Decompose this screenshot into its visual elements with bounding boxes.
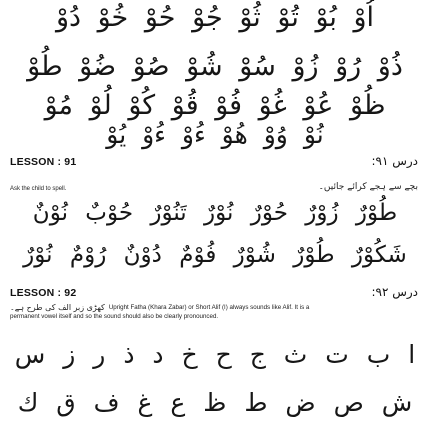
letter: ز — [63, 340, 76, 369]
syllable: ءُوْ — [181, 120, 206, 149]
letter: ث — [283, 340, 308, 369]
word: فُوْمٌ — [179, 242, 217, 268]
syllable: صُوْ — [132, 51, 170, 82]
lesson-91-urdu-heading: درس ٩١: — [371, 154, 418, 168]
letter: ا — [408, 340, 416, 369]
syllable-row-3 — [0, 90, 430, 121]
note-line-1-ur: کھڑی زبر الف کی طرح ہے۔ — [10, 303, 105, 312]
letter: ص — [333, 388, 364, 417]
letter: ع — [170, 388, 186, 417]
letter: ط — [244, 388, 268, 417]
letter: ق — [56, 388, 76, 417]
syllable: جُوْ — [192, 2, 223, 33]
syllable: بُوْ — [315, 2, 337, 33]
syllable: فُوْ — [215, 90, 243, 121]
syllable-row-1 — [0, 2, 430, 33]
lesson-92-note — [10, 303, 420, 321]
letter: ت — [325, 340, 349, 369]
word: حُوْرٌ — [250, 200, 288, 226]
syllable: نُوْ — [303, 120, 324, 149]
syllable: تُوْ — [277, 2, 299, 33]
letter: ش — [381, 388, 413, 417]
syllable: مُوْ — [44, 90, 73, 121]
letter: خ — [181, 340, 198, 369]
syllable: دُوْ — [55, 2, 82, 33]
syllable: غُوْ — [258, 90, 287, 121]
word: حُوْبٌ — [85, 200, 134, 226]
lesson-91-instruction-en: Ask the child to spell. — [10, 186, 67, 192]
note-line-1-en: Upright Fatha (Khara Zabar) or Short Alif (ا) always sounds like Alif. It is a — [108, 304, 310, 311]
letter: ف — [93, 388, 120, 417]
letter: ج — [249, 340, 266, 369]
syllable: خُوْ — [97, 2, 129, 33]
syllable: سُوْ — [239, 51, 276, 82]
alphabet-row-1 — [0, 340, 430, 369]
word: شُوْرٌ — [233, 242, 276, 268]
syllable: كُوْ — [128, 90, 156, 121]
word: دُوْنٌ — [123, 242, 162, 268]
word: نُوْنٌ — [32, 200, 68, 226]
letter: ظ — [203, 388, 227, 417]
syllable: عُوْ — [303, 90, 334, 121]
syllable: يُوْ — [106, 120, 127, 149]
word: تَنُوْرٌ — [150, 200, 187, 226]
lesson-92-urdu-heading: درس ٩٢: — [371, 285, 418, 299]
word: رُوْمٌ — [69, 242, 107, 268]
letter: س — [14, 340, 46, 369]
letter: ر — [93, 340, 106, 369]
syllable: وُوْ — [263, 120, 288, 149]
lesson-91-words-row-1 — [0, 200, 430, 226]
syllable: شُوْ — [186, 51, 223, 82]
syllable: ثُوْ — [239, 2, 261, 33]
letter: ك — [17, 388, 39, 417]
syllable: اُوْ — [353, 2, 375, 33]
syllable-row-2 — [0, 51, 430, 82]
syllable-row-4 — [0, 120, 430, 149]
letter: د — [152, 340, 164, 369]
word: نُوْرٌ — [23, 242, 53, 268]
word: طُوْرٌ — [355, 200, 398, 226]
alphabet-row-2 — [0, 388, 430, 417]
letter: ح — [215, 340, 232, 369]
word: شَكُوْرٌ — [351, 242, 407, 268]
lesson-91-heading: LESSON : 91 — [10, 156, 77, 168]
syllable: ذُوْ — [377, 51, 403, 82]
syllable: رُوْ — [335, 51, 362, 82]
letter: غ — [137, 388, 153, 417]
syllable: زُوْ — [292, 51, 319, 82]
lesson-92-heading: LESSON : 92 — [10, 287, 77, 299]
syllable: ظُوْ — [350, 90, 386, 121]
note-line-2-en: permanent vowel itself and so the sound should also be clearly pronounced. — [10, 313, 219, 320]
syllable: لُوْ — [89, 90, 112, 121]
letter: ذ — [123, 340, 135, 369]
word: زُوْرٌ — [305, 200, 339, 226]
syllable: هُوْ — [221, 120, 248, 149]
lesson-91-instruction-ur: بچے سے ہجے کرائے جائیں۔ — [318, 182, 418, 192]
letter: ض — [285, 388, 316, 417]
lesson-91-words-row-2 — [0, 242, 430, 268]
syllable: طُوْ — [27, 51, 63, 82]
word: طُوْرٌ — [293, 242, 335, 268]
syllable: حُوْ — [144, 2, 176, 33]
syllable: قُوْ — [171, 90, 199, 121]
letter: ب — [366, 340, 391, 369]
syllable: ضُوْ — [79, 51, 117, 82]
syllable: ءُوْ — [142, 120, 166, 149]
word: نُوْرٌ — [204, 200, 234, 226]
